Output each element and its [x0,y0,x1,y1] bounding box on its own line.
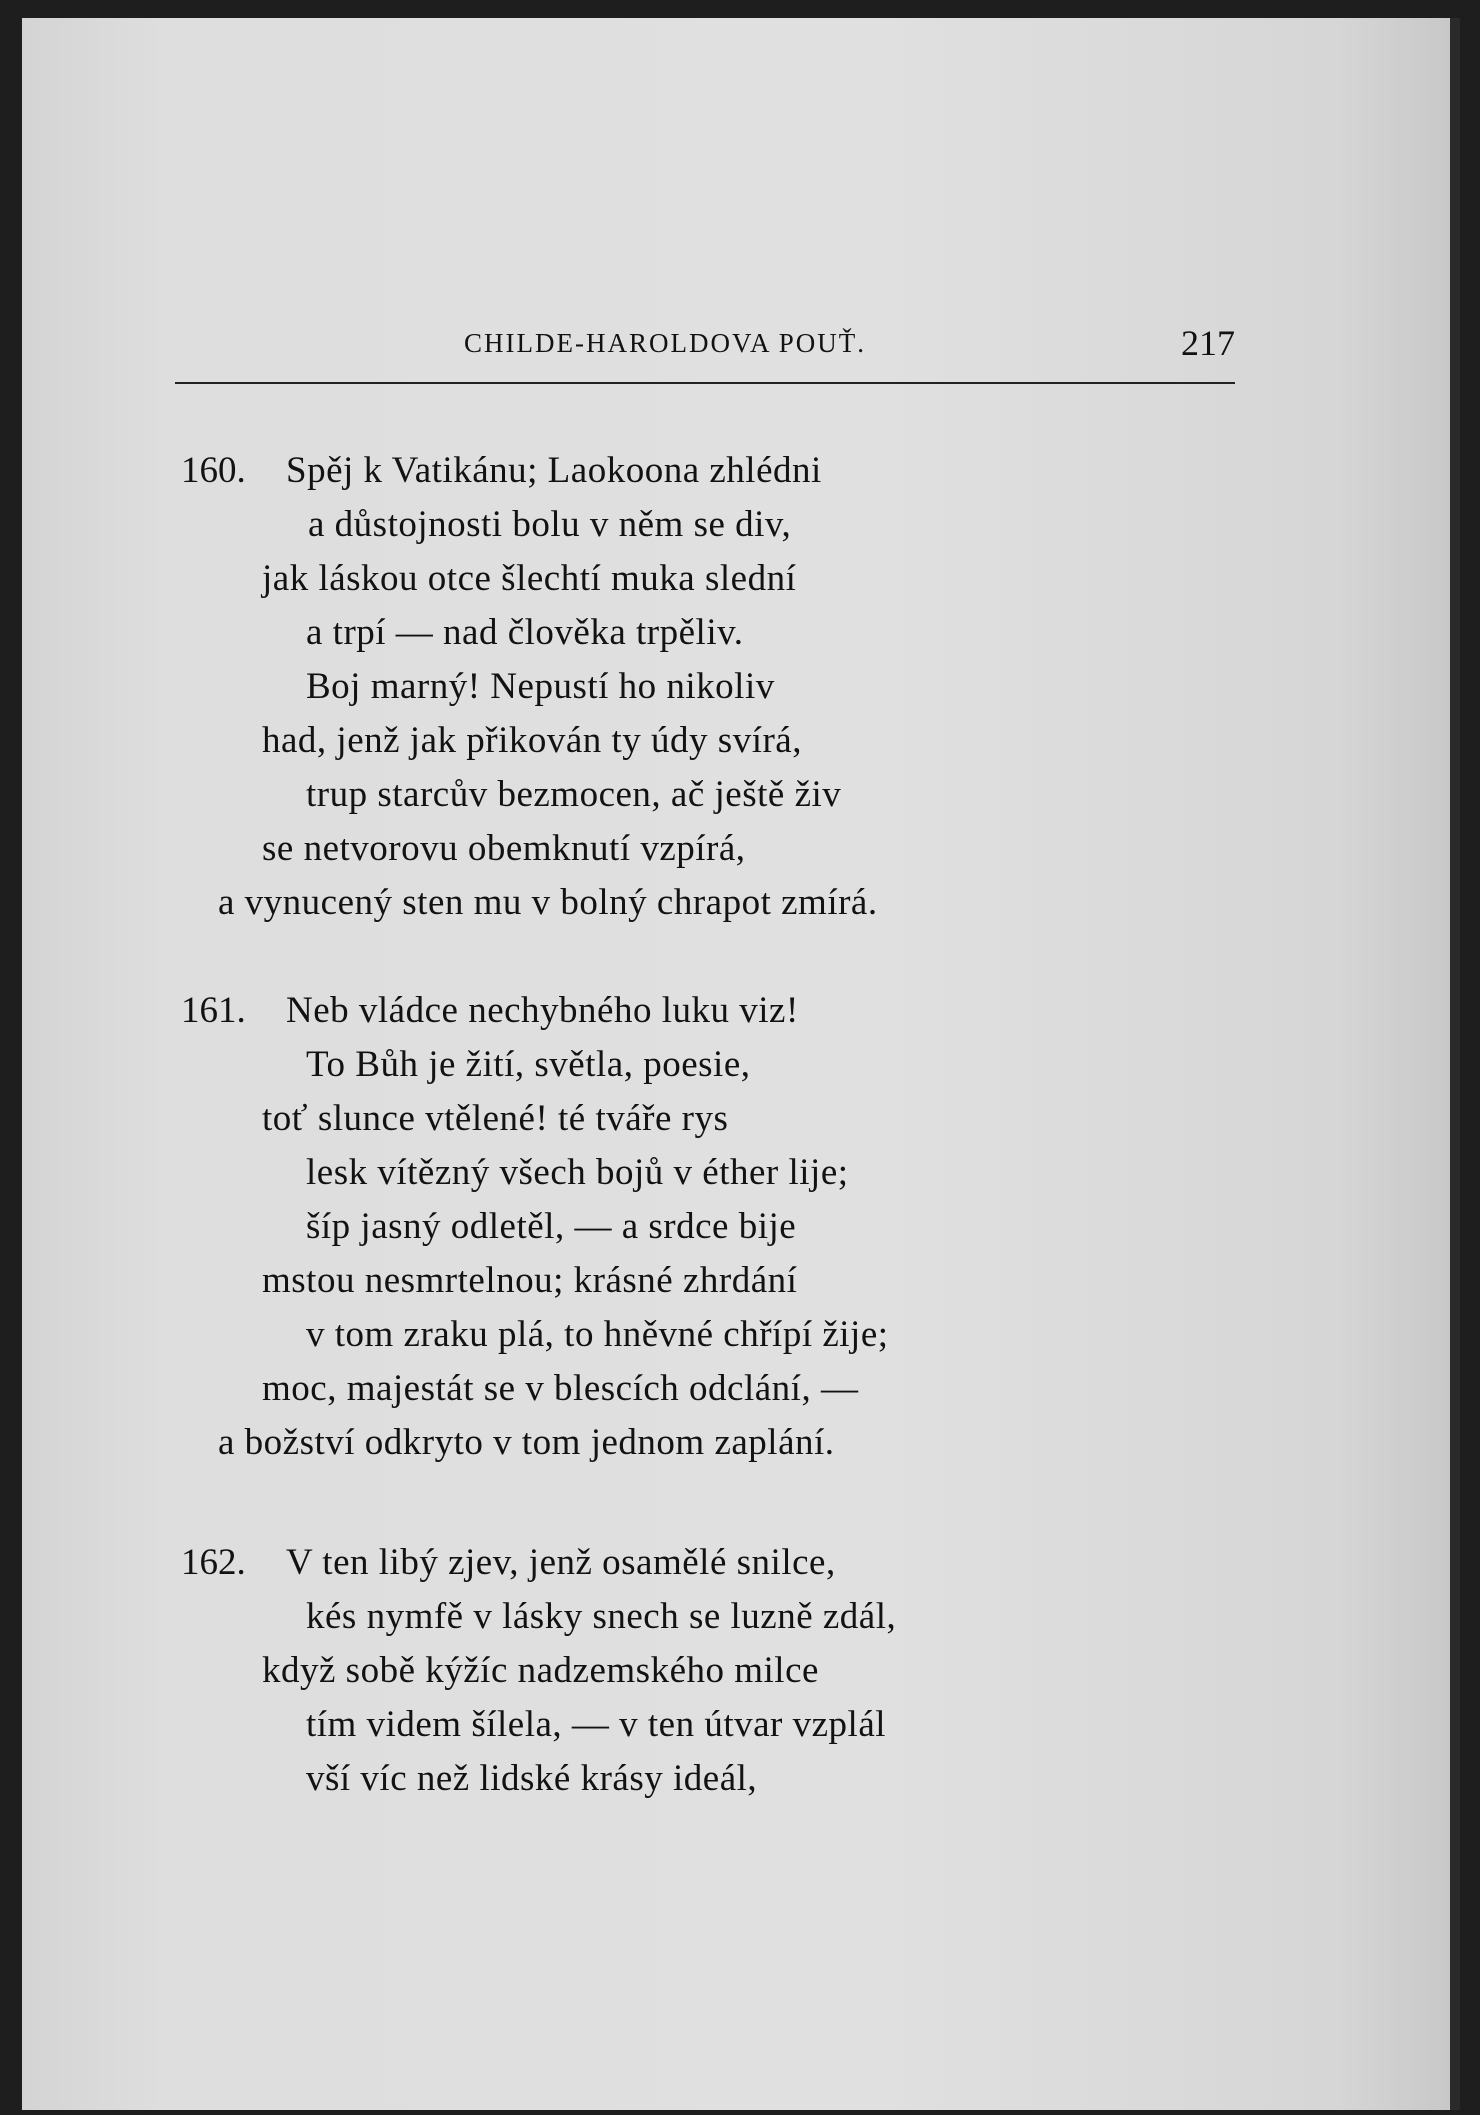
verse-line: lesk vítězný všech bojů v éther lije; [306,1152,849,1193]
verse-line: vší víc než lidské krásy ideál, [306,1758,758,1799]
verse-line: Boj marný! Nepustí ho nikoliv [306,666,775,707]
verse-line: had, jenž jak přikován ty údy svírá, [262,720,802,761]
running-title: CHILDE-HAROLDOVA POUŤ. [464,328,867,358]
verse-line: Neb vládce nechybného luku viz! [286,990,799,1031]
page-number: 217 [1181,323,1235,363]
verse-line: jak láskou otce šlechtí muka slední [262,558,797,599]
verse-line: V ten libý zjev, jenž osamělé snilce, [286,1542,836,1583]
verse-line: Spěj k Vatikánu; Laokoona zhlédni [286,450,822,491]
verse-line: tím videm šílela, — v ten útvar vzplál [306,1704,887,1745]
verse-line: mstou nesmrtelnou; krásné zhrdání [262,1260,798,1301]
stanza-number: 162. [181,1542,246,1583]
verse-line: v tom zraku plá, to hněvné chřípí žije; [306,1314,889,1355]
stanza-number: 161. [181,990,246,1031]
verse-line: toť slunce vtělené! té tváře rys [262,1098,729,1139]
stanza-number: 160. [181,450,246,491]
verse-line: moc, majestát se v blescích odclání, — [262,1368,859,1409]
verse-line: a božství odkryto v tom jednom zaplání. [218,1422,835,1463]
verse-line: a trpí — nad člověka trpěliv. [306,612,744,653]
verse-line: se netvorovu obemknutí vzpírá, [262,828,746,869]
verse-line: To Bůh je žití, světla, poesie, [306,1044,751,1085]
header-rule [175,382,1235,384]
verse-line: a důstojnosti bolu v něm se div, [308,504,792,545]
verse-line: a vynucený sten mu v bolný chrapot zmírá. [218,882,878,923]
verse-line: když sobě kýžíc nadzemského milce [262,1650,819,1691]
running-header [175,323,1235,368]
verse-line: kés nymfě v lásky snech se luzně zdál, [306,1596,897,1637]
verse-line: trup starcův bezmocen, ač ještě živ [306,774,842,815]
verse-line: šíp jasný odletěl, — a srdce bije [306,1206,797,1247]
